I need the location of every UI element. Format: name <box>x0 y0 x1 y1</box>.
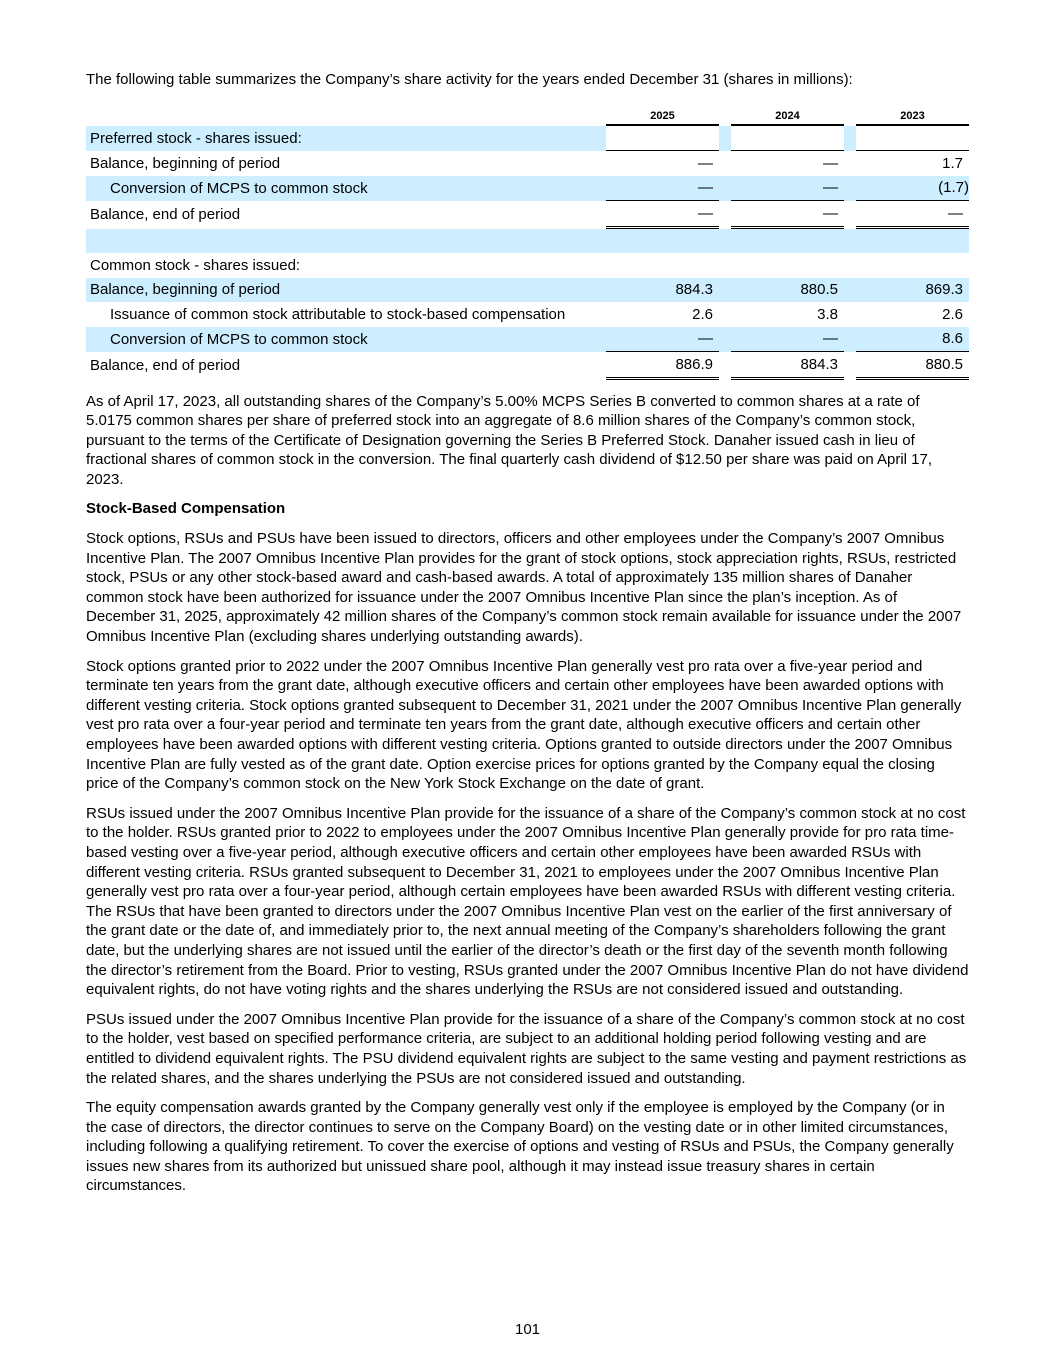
paragraph-psus: PSUs issued under the 2007 Omnibus Incentive Plan provide for the issuance of a share of the Company’s common stock at no cost to the holder, vest based on specified performance criteria, are subject to an additional holding period following vesting and are entitled to dividend equivalent rights. The PSU dividend equivalent rights are subject to the same vesting and payment restrictions as the related shares, and the shares underlying the PSUs are not considered issued and outstanding. <box>86 1010 967 1087</box>
table-row <box>86 352 969 380</box>
row-value <box>731 126 844 152</box>
row-value: — <box>731 201 844 229</box>
row-value: 869.3 <box>856 278 969 303</box>
row-label: Conversion of MCPS to common stock <box>86 327 596 353</box>
year-header-2023: 2023 <box>856 102 969 126</box>
table-intro: The following table summarizes the Company’s share activity for the years ended December 31 (shares in millions): <box>86 71 853 88</box>
year-header-2025: 2025 <box>606 102 719 126</box>
row-value: 884.3 <box>731 352 844 380</box>
row-value: — <box>606 201 719 229</box>
row-value: 884.3 <box>606 278 719 303</box>
row-value: — <box>823 154 838 172</box>
row-label: Balance, end of period <box>90 206 241 224</box>
page-number: 101 <box>514 1321 541 1338</box>
row-label: Balance, end of period <box>90 357 241 375</box>
row-value <box>606 126 719 152</box>
document-page <box>86 70 969 1206</box>
row-value: 2.6 <box>942 305 963 323</box>
row-value: 880.5 <box>856 352 969 380</box>
paragraph-stock-options: Stock options granted prior to 2022 under the 2007 Omnibus Incentive Plan generally vest pro rata over a five-year period and terminate ten years from the grant date, although executive officers and certain other employees have been awarded options with different vesting criteria. Stock options granted subsequent to December 31, 2021 under the 2007 Omnibus Incentive Plan generally vest pro rata over a four-year period and terminate ten years from the grant date, although executive officers and certain other employees have been awarded options with different vesting criteria. Options granted to outside directors under the 2007 Omnibus Incentive Plan are fully vested as of the grant date. Option exercise prices for options granted by the Company equal the closing price of the Company’s common stock on the New York Stock Exchange on the date of grant. <box>86 657 962 793</box>
row-value: — <box>606 176 719 202</box>
row-label: Balance, beginning of period <box>86 278 596 303</box>
row-value <box>606 253 719 278</box>
paragraph-vesting-conditions: The equity compensation awards granted by the Company generally vest only if the employee is employed by the Company (or in the case of directors, the director continues to serve on the Company Board) on the vesting date or in other limited circumstances, including following a qualifying retirement. To cover the exercise of options and vesting of RSUs and PSUs, the Company generally issues new shares from its authorized but unissued share pool, although it may instead issue treasury shares in certain circumstances. <box>86 1099 954 1195</box>
row-value: — <box>856 201 969 229</box>
row-value: — <box>731 327 844 353</box>
row-label: Conversion of MCPS to common stock <box>86 176 596 202</box>
table-row <box>86 253 969 278</box>
row-value: 886.9 <box>606 352 719 380</box>
row-label: Balance, beginning of period <box>90 154 281 172</box>
paragraph-mcps-conversion: As of April 17, 2023, all outstanding shares of the Company’s 5.00% MCPS Series B converted to common shares at a rate of 5.0175 common shares per share of preferred stock into an aggregate of 8.6 million shares of the Company’s common stock, pursuant to the terms of the Certificate of Designation governing the Series B Preferred Stock. Danaher issued cash in lieu of fractional shares of common stock in the conversion. The final quarterly cash dividend of $12.50 per share was paid on April 17, 2023. <box>86 392 933 488</box>
row-label: Preferred stock - shares issued: <box>86 126 596 152</box>
table-row <box>86 327 969 353</box>
section-heading: Stock-Based Compensation <box>86 500 286 518</box>
row-value: 3.8 <box>817 305 838 323</box>
row-value: 2.6 <box>692 305 713 323</box>
row-value: — <box>731 176 844 202</box>
header-label-cell <box>86 102 596 126</box>
row-value: 1.7 <box>942 154 963 172</box>
table-row <box>86 229 969 254</box>
table-row <box>86 176 969 202</box>
row-value <box>856 126 969 152</box>
share-activity-table <box>86 102 969 380</box>
row-value <box>731 253 844 278</box>
row-value: 8.6 <box>856 327 969 353</box>
row-value: — <box>698 154 713 172</box>
row-value <box>856 229 969 254</box>
row-label: Common stock - shares issued: <box>90 256 301 274</box>
row-value <box>606 229 719 254</box>
table-row <box>86 302 969 327</box>
paragraph-plan-overview: Stock options, RSUs and PSUs have been issued to directors, officers and other employees under the Company’s 2007 Omnibus Incentive Plan. The 2007 Omnibus Incentive Plan provides for the grant of stock options, stock appreciation rights, RSUs, restricted stock, PSUs or any other stock-based award and cash-based awards. A total of approximately 135 million shares of Danaher common stock have been authorized for issuance under the 2007 Omnibus Incentive Plan since the plan’s inception. As of December 31, 2025, approximately 42 million shares of the Company’s common stock remain available for issuance under the 2007 Omnibus Incentive Plan (excluding shares underlying outstanding awards). <box>86 530 962 646</box>
table-row <box>86 278 969 303</box>
row-value: 880.5 <box>731 278 844 303</box>
table-row <box>86 151 969 176</box>
row-value: (1.7) <box>856 176 969 202</box>
row-value <box>856 253 969 278</box>
table-row <box>86 201 969 229</box>
row-label: Issuance of common stock attributable to stock-based compensation <box>110 305 566 323</box>
row-value <box>731 229 844 254</box>
row-label <box>86 229 596 254</box>
table-header-row <box>86 102 969 126</box>
table-row <box>86 126 969 152</box>
row-value: — <box>606 327 719 353</box>
paragraph-rsus: RSUs issued under the 2007 Omnibus Incentive Plan provide for the issuance of a share of the Company’s common stock at no cost to the holder. RSUs granted prior to 2022 to employees under the 2007 Omnibus Incentive Plan generally provide for pro rata time-based vesting over a five-year period, although executive officers and certain other employees have been awarded RSUs with different vesting criteria. RSUs granted subsequent to December 31, 2021 to employees under the 2007 Omnibus Incentive Plan generally vest pro rata over a four-year period, although certain employees have been awarded RSUs with different vesting criteria. The RSUs that have been granted to directors under the 2007 Omnibus Incentive Plan vest on the earlier of the first anniversary of the grant date or the date of, and immediately prior to, the next annual meeting of the Company’s shareholders following the grant date, but the underlying shares are not issued until the earlier of the director’s death or the first day of the seventh month following the director’s retirement from the Board. Prior to vesting, RSUs granted under the 2007 Omnibus Incentive Plan do not have dividend equivalent rights, do not have voting rights and the shares underlying the RSUs are not considered issued and outstanding. <box>86 804 969 999</box>
year-header-2024: 2024 <box>731 102 844 126</box>
